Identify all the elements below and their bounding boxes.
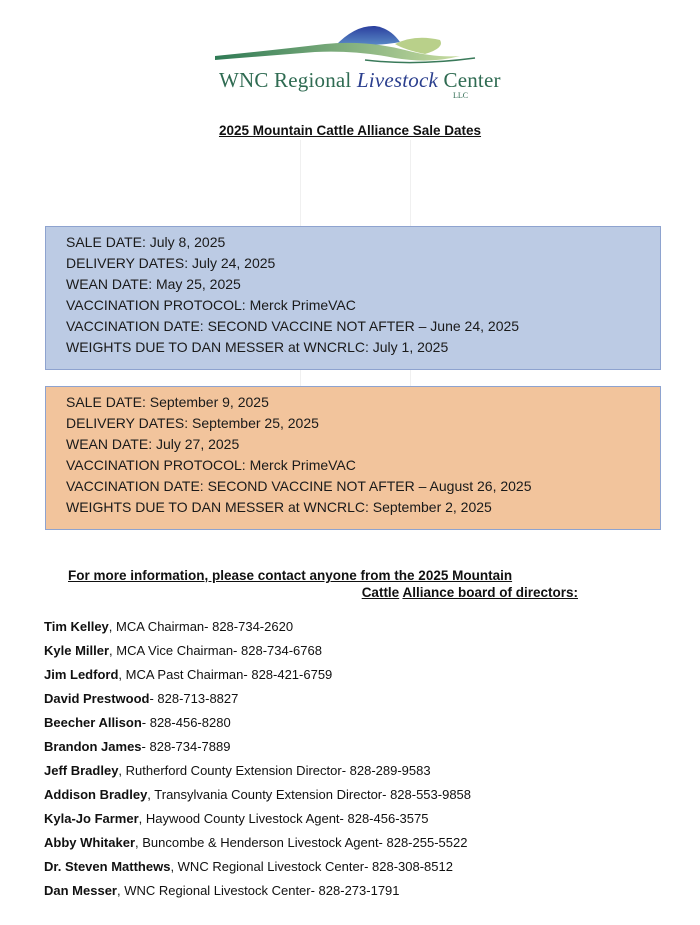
sale-line: SALE DATE: July 8, 2025 <box>66 234 226 250</box>
contact-detail: , MCA Vice Chairman- 828-734-6768 <box>109 643 322 658</box>
logo-text-part: Livestock <box>356 68 439 92</box>
sale-line: VACCINATION PROTOCOL: Merck PrimeVAC <box>66 297 356 313</box>
contact-name: Tim Kelley <box>44 619 109 634</box>
contact-row <box>44 834 471 858</box>
sale-line: DELIVERY DATES: July 24, 2025 <box>66 255 276 271</box>
contact-name: Brandon James <box>44 739 142 754</box>
sale-line: WEAN DATE: May 25, 2025 <box>66 276 241 292</box>
contact-row <box>44 666 471 690</box>
contact-row <box>44 858 471 882</box>
contact-name: David Prestwood <box>44 691 150 706</box>
contact-name: Abby Whitaker <box>44 835 136 850</box>
contact-detail: , MCA Past Chairman- 828-421-6759 <box>118 667 333 682</box>
page-title: 2025 Mountain Cattle Alliance Sale Dates <box>218 123 482 138</box>
contact-row <box>44 690 471 714</box>
logo-llc: LLC <box>453 91 469 100</box>
contact-row <box>44 714 471 738</box>
contact-row <box>44 786 471 810</box>
contact-detail: - 828-713-8827 <box>149 691 239 706</box>
contact-row <box>44 810 471 834</box>
contact-heading <box>68 567 580 601</box>
contact-name: Jim Ledford <box>44 667 119 682</box>
contact-heading-line: Alliance board of directors: <box>402 585 578 600</box>
sale-line: WEAN DATE: July 27, 2025 <box>66 436 240 452</box>
logo-text <box>219 68 501 93</box>
contact-row <box>44 642 471 666</box>
sale-line: WEIGHTS DUE TO DAN MESSER at WNCRLC: September 2, 2025 <box>66 499 492 515</box>
contact-detail: , Buncombe & Henderson Livestock Agent- 828-255-5522 <box>135 835 468 850</box>
sale-line: WEIGHTS DUE TO DAN MESSER at WNCRLC: July 1, 2025 <box>66 339 449 355</box>
logo-text-part: WNC Regional <box>219 68 357 92</box>
contact-heading-line: Cattle <box>361 585 400 600</box>
contact-row <box>44 618 471 642</box>
sale-line: VACCINATION DATE: SECOND VACCINE NOT AFTER – August 26, 2025 <box>66 478 532 494</box>
contact-detail: , WNC Regional Livestock Center- 828-308-8512 <box>170 859 453 874</box>
sale-line: SALE DATE: September 9, 2025 <box>66 394 269 410</box>
contact-row <box>44 762 471 786</box>
contact-heading-line: For more information, please contact anyone from the 2025 Mountain <box>68 568 513 583</box>
sale-line: VACCINATION PROTOCOL: Merck PrimeVAC <box>66 457 356 473</box>
contact-row <box>44 882 471 906</box>
contact-detail: , Haywood County Livestock Agent- 828-456-3575 <box>138 811 429 826</box>
contact-detail: , Rutherford County Extension Director- 828-289-9583 <box>118 763 431 778</box>
contact-detail: , MCA Chairman- 828-734-2620 <box>108 619 294 634</box>
contact-name: Addison Bradley <box>44 787 148 802</box>
sale-line: VACCINATION DATE: SECOND VACCINE NOT AFTER – June 24, 2025 <box>66 318 520 334</box>
logo <box>215 20 501 100</box>
sale-box-july <box>45 226 661 370</box>
contact-list <box>44 618 471 906</box>
contact-name: Dan Messer <box>44 883 117 898</box>
contact-name: Dr. Steven Matthews <box>44 859 171 874</box>
contact-detail: - 828-734-7889 <box>141 739 231 754</box>
contact-name: Kyla-Jo Farmer <box>44 811 139 826</box>
contact-detail: , WNC Regional Livestock Center- 828-273-1791 <box>116 883 400 898</box>
logo-text-part: Center <box>438 68 501 92</box>
contact-name: Kyle Miller <box>44 643 110 658</box>
contact-detail: - 828-456-8280 <box>141 715 231 730</box>
contact-name: Beecher Allison <box>44 715 142 730</box>
contact-detail: , Transylvania County Extension Director- 828-553-9858 <box>147 787 472 802</box>
contact-name: Jeff Bradley <box>44 763 119 778</box>
contact-row <box>44 738 471 762</box>
sale-box-september <box>45 386 661 530</box>
sale-line: DELIVERY DATES: September 25, 2025 <box>66 415 319 431</box>
mountain-logo-icon <box>215 20 480 70</box>
